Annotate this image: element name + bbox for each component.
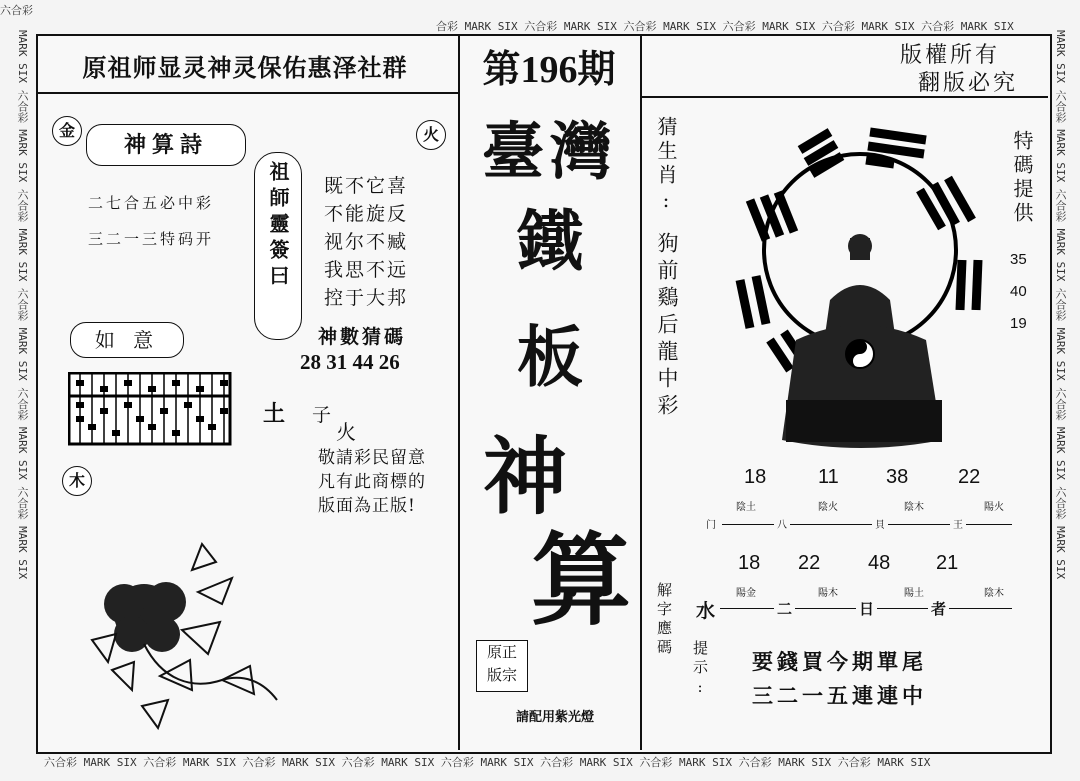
divider <box>640 34 642 750</box>
row2-char: 日 <box>856 598 877 619</box>
special-number: 19 <box>1010 315 1027 332</box>
border-top-left-text: 六合彩 <box>0 4 33 17</box>
row1-char: 王 <box>950 516 966 531</box>
row2-char: 二 <box>774 598 795 619</box>
row1-number: 11 <box>818 466 839 488</box>
divider <box>36 92 458 94</box>
copyright-line1: 版權所有 <box>900 43 1001 68</box>
copyright-line2: 翻版必究 <box>918 71 1019 96</box>
row2-number: 18 <box>738 552 761 574</box>
authentic-stamp <box>476 640 528 692</box>
row2-number: 48 <box>868 552 891 574</box>
special-label: 特碼提供 <box>1010 130 1034 226</box>
row2-number: 21 <box>936 552 959 574</box>
row1-char: 貝 <box>872 516 888 531</box>
oracle-poem <box>324 172 408 312</box>
border-top-text: 合彩 MARK SIX 六合彩 MARK SIX 六合彩 MARK SIX 六合彩 MARK SIX 六合彩 MARK SIX 六合彩 MARK SIX <box>436 20 1014 33</box>
row2-tag: 陽土 <box>904 588 924 599</box>
title-tie: 鐵 <box>517 202 583 280</box>
notice-block <box>318 446 426 518</box>
title-ban: 板 <box>517 318 583 396</box>
row1-number: 18 <box>744 466 767 488</box>
tip-line-1: 要錢買今期單尾 <box>752 649 927 674</box>
peony-illustration <box>72 530 282 745</box>
oracle-title: 祖師靈簽曰 <box>266 161 290 291</box>
decode-label: 解字應碼 <box>655 582 673 658</box>
zodiac-label: 猜生肖: <box>654 116 678 216</box>
special-number: 35 <box>1010 251 1027 268</box>
poem-title: 神算詩 <box>86 124 246 166</box>
special-number: 40 <box>1010 283 1027 300</box>
title-taiwan: 臺灣 <box>481 115 618 188</box>
row2-number: 22 <box>798 552 821 574</box>
row1-tag: 陰木 <box>904 502 924 513</box>
notice-line: 凡有此商標的 <box>318 472 426 492</box>
border-right-text: MARK SIX 六合彩 MARK SIX 六合彩 MARK SIX 六合彩 MARK SIX 六合彩 MARK SIX 六合彩 MARK SIX <box>1054 30 1067 580</box>
divider <box>722 524 1012 525</box>
row1-char: 门 <box>706 520 716 531</box>
footer-note: 請配用紫光燈 <box>516 710 595 725</box>
hint-line-1: 二七合五必中彩 <box>88 194 215 212</box>
ruyi-label: 如 意 <box>70 322 184 358</box>
tip-line-2: 三二一五連連中 <box>752 683 927 708</box>
guess-label: 神數猜碼 <box>318 326 407 348</box>
poem-line: 既不它喜 <box>324 175 409 197</box>
row2-char: 水 <box>696 600 716 622</box>
row1-char: 八 <box>774 516 790 531</box>
element-fire-badge: 火 <box>416 120 446 150</box>
poem-line: 控于大邦 <box>324 287 409 309</box>
notice-line: 版面為正版! <box>318 496 416 516</box>
poem-line: 我思不远 <box>324 259 409 281</box>
element-metal-badge: 金 <box>52 116 82 146</box>
abacus-image <box>68 372 232 446</box>
tip-label: 提示: <box>691 640 709 700</box>
notice-line: 敬請彩民留意 <box>318 448 426 468</box>
zodiac-text: 狗前鷄后龍中彩 <box>655 232 679 421</box>
element-earth-badge: 土 <box>262 401 285 427</box>
row1-number: 38 <box>886 466 909 488</box>
issue-number: 第196期 <box>482 49 616 91</box>
poem-line: 视尔不臧 <box>324 231 409 253</box>
stamp-line: 版宗 <box>486 666 517 684</box>
divider <box>458 34 460 750</box>
oracle-box <box>254 152 302 340</box>
poem-line: 不能旋反 <box>324 203 409 225</box>
row1-number: 22 <box>958 466 981 488</box>
row1-tag: 陰土 <box>736 502 756 513</box>
hint-line-2: 三二一三特码开 <box>88 230 215 248</box>
special-numbers <box>1010 244 1027 340</box>
stamp-line: 原正 <box>486 643 517 661</box>
row2-tag: 陰木 <box>984 588 1004 599</box>
border-left-text: MARK SIX 六合彩 MARK SIX 六合彩 MARK SIX 六合彩 MARK SIX 六合彩 MARK SIX 六合彩 MARK SIX <box>16 30 29 580</box>
title-shen: 神 <box>482 427 567 526</box>
row1-tag: 陽火 <box>984 502 1004 513</box>
row2-char: 者 <box>928 598 949 619</box>
bagua-deity-illustration <box>730 110 1000 460</box>
row2-tag: 陽木 <box>818 588 838 599</box>
row1-tag: 陰火 <box>818 502 838 513</box>
border-bottom-text: 六合彩 MARK SIX 六合彩 MARK SIX 六合彩 MARK SIX 六合彩 MARK SIX 六合彩 MARK SIX 六合彩 MARK SIX 六合彩 MARK SIX 六合彩 MARK SIX 六合彩 MARK SIX <box>44 756 931 769</box>
guess-numbers: 28 31 44 26 <box>300 350 400 374</box>
group-name-header: 原祖师显灵神灵保佑惠泽社群 <box>82 53 408 82</box>
row2-tag: 陽金 <box>736 588 756 599</box>
zi-label: 子 <box>312 404 332 426</box>
title-suan: 算 <box>531 521 631 639</box>
element-wood-badge: 木 <box>62 466 92 496</box>
huo-small: 火 <box>336 420 356 444</box>
